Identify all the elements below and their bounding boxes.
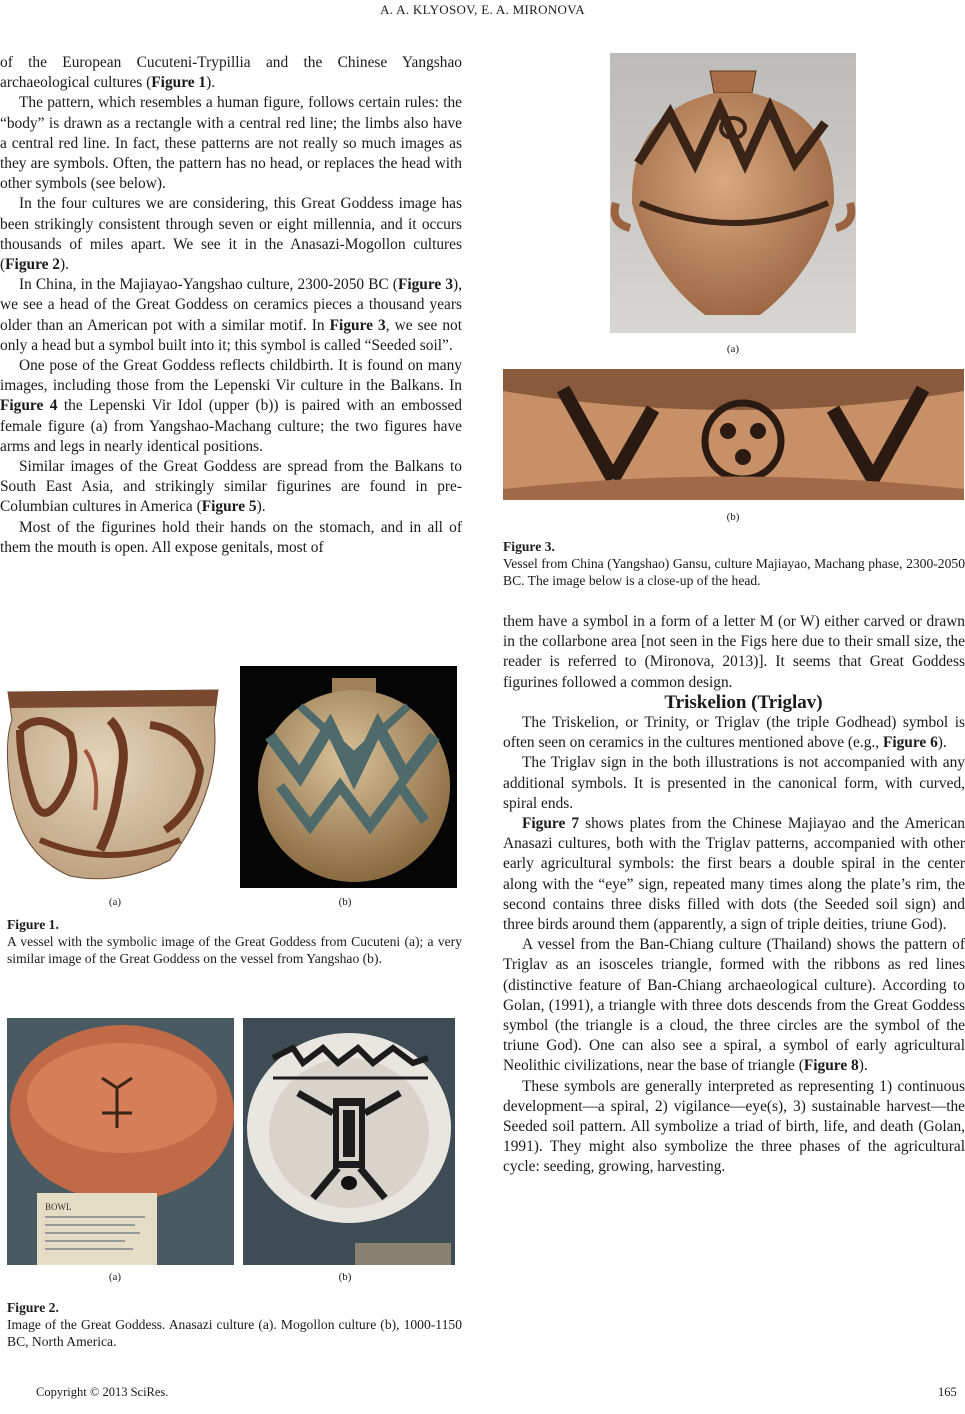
paragraph: of the European Cucuteni-Trypillia and the Chinese Yangshao archaeological cultures (Figure 1).	[0, 54, 462, 92]
figure-ref[interactable]: Figure 3	[329, 316, 386, 334]
paragraph: Similar images of the Great Goddess are spread from the Balkans to South East Asia, and strikingly similar figurines are found in pre-Columbian cultures in America (Figure 5).	[0, 458, 462, 516]
figure3-title: Figure 3.	[503, 539, 555, 554]
figure-ref[interactable]: Figure 8	[803, 1057, 859, 1075]
figure2-title: Figure 2.	[7, 1300, 59, 1315]
figure1-caption-text: A vessel with the symbolic image of the Great Goddess from Cucuteni (a); a very similar image of the Great Goddess on the vessel from Yangshao (b).	[7, 933, 462, 966]
figure2-image-a	[7, 1018, 234, 1265]
figure1-image-b	[240, 666, 457, 888]
paragraph: Most of the figurines hold their hands on the stomach, and in all of them the mouth is open. All expose genitals, most of	[0, 518, 462, 556]
figure-ref[interactable]: Figure 7	[522, 815, 580, 833]
figure1-label-b: (b)	[338, 896, 352, 908]
yangshao-vessel-illustration	[240, 666, 457, 888]
figure3-image-a	[610, 53, 856, 333]
paragraph: One pose of the Great Goddess reflects childbirth. It is found on many images, including those from the Lepenski Vir culture in the Balkans. In Figure 4 the Lepenski Vir Idol (upper (b)) is paired with an embossed female figure (a) from Yangshao-Machang culture; the two figures have arms and legs in nearly identical positions.	[0, 357, 462, 455]
figure-ref[interactable]: Figure 4	[0, 397, 58, 415]
figure1-caption	[7, 917, 462, 967]
paragraph: The Triskelion, or Trinity, or Triglav (the triple Godhead) symbol is often seen on ceramics in the cultures mentioned above (e.g., Figure 6).	[503, 714, 965, 752]
paragraph: The pattern, which resembles a human figure, follows certain rules: the “body” is drawn as a rectangle with a central red line; the limbs also have a central red line. In fact, these patterns are not really so much images as they are symbols. Often, the pattern has no head, or replaces the head with other symbols (see below).	[0, 94, 462, 193]
figure1-image-a	[0, 680, 227, 888]
anasazi-bowl-illustration	[7, 1018, 234, 1265]
paragraph: Figure 7 shows plates from the Chinese Majiayao and the American Anasazi cultures, both with the Triglav patterns, accompanied with other early agricultural symbols: the first bears a double spiral in the center along with the “eye” sign, repeated many times along the plate’s rim, the second contains three disks filled with dots (the Seeded soil sign) and three birds around them (apparently, a sign of triple deities, triune God).	[503, 815, 965, 934]
figure-ref[interactable]: Figure 6	[882, 734, 938, 752]
figure-ref[interactable]: Figure 3	[397, 276, 454, 294]
majiayao-head-closeup-illustration	[503, 369, 964, 500]
figure2-caption-text: Image of the Great Goddess. Anasazi culture (a). Mogollon culture (b), 1000-1150 BC, North America.	[7, 1316, 462, 1349]
paragraph: them have a symbol in a form of a letter M (or W) either carved or drawn in the collarbone area [not seen in the Figs here due to their small size, the reader is referred to (Mironova, 2013)]. It seems that Great Goddess figurines followed a common design.	[503, 613, 965, 691]
majiayao-vessel-illustration	[610, 53, 856, 333]
mogollon-bowl-illustration	[243, 1018, 455, 1265]
paragraph: These symbols are generally interpreted as representing 1) continuous development—a spiral, 2) vigilance—eye(s), 3) sustainable harvest—the Seeded soil pattern. All symbolize a triad of birth, life, and death (Golan, 1991). They might also symbolize the three phases of the agricultural cycle: seeding, growing, harvesting.	[503, 1077, 965, 1176]
paragraph: In the four cultures we are considering, this Great Goddess image has been strikingly consistent through seven or eight millennia, and it occurs thousands of miles apart. We see it in the Anasazi-Mogollon cultures (Figure 2).	[0, 195, 462, 274]
figure2-label-b: (b)	[338, 1271, 352, 1283]
footer-page-number: 165	[938, 1385, 957, 1399]
cucuteni-vessel-illustration	[0, 680, 227, 888]
paragraph: A vessel from the Ban-Chiang culture (Thailand) shows the pattern of Triglav as an isosceles triangle, formed with the ribbons as red lines (distinctive feature of Ban-Chiang archaeological culture). According to Golan, (1991), a triangle with three dots descends from the Great Goddess symbol (the triangle is a cloud, the three circles are the symbol of the triune God). One can also see a spiral, a symbol of early agricultural Neolithic civilizations, near the base of triangle (Figure 8).	[503, 936, 965, 1075]
figure3-caption-text: Vessel from China (Yangshao) Gansu, culture Majiayao, Machang phase, 2300-2050 BC. The image below is a close-up of the head.	[503, 555, 965, 588]
left-column-text	[0, 53, 462, 558]
footer-copyright: Copyright © 2013 SciRes.	[36, 1385, 169, 1399]
section-heading: Triskelion (Triglav)	[664, 691, 823, 713]
figure2-label-a: (a)	[108, 1271, 122, 1283]
figure1-title: Figure 1.	[7, 917, 59, 932]
right-column-text	[503, 612, 965, 1178]
paragraph: The Triglav sign in the both illustrations is not accompanied with any additional symbols. It is presented in the canonical form, with curved, spiral ends.	[503, 754, 965, 812]
figure-ref[interactable]: Figure 5	[201, 498, 257, 516]
figure3-caption	[503, 539, 965, 589]
figure2-caption	[7, 1300, 462, 1350]
figure-ref[interactable]: Figure 2	[5, 256, 60, 274]
figure3-label-b: (b)	[726, 511, 740, 523]
figure1-label-a: (a)	[108, 896, 122, 908]
bowl-card-label: BOWL	[45, 1202, 72, 1212]
figure-ref[interactable]: Figure 1	[151, 74, 207, 92]
running-head: A. A. KLYOSOV, E. A. MIRONOVA	[380, 2, 585, 17]
figure2-image-b	[243, 1018, 455, 1265]
figure3-image-b	[503, 369, 964, 500]
figure3-label-a: (a)	[726, 343, 740, 355]
paragraph: In China, in the Majiayao-Yangshao culture, 2300-2050 BC (Figure 3), we see a head of the Great Goddess on ceramics pieces a thousand years older than an American pot with a similar motif. In Figure 3, we see not only a head but a symbol built into it; this symbol is called “Seeded soil”.	[0, 276, 463, 354]
